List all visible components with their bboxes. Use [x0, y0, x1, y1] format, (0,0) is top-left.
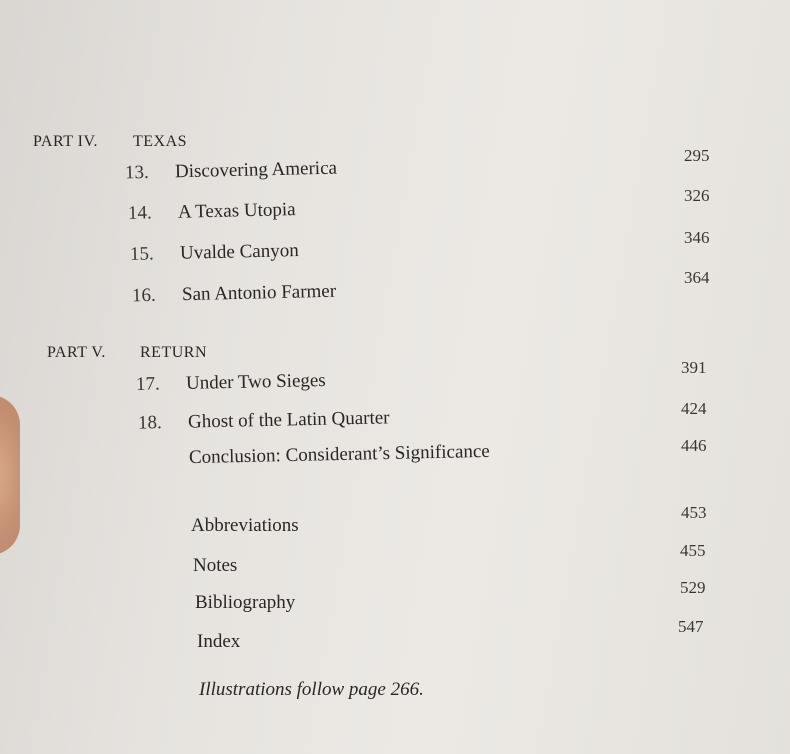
- toc-entry: [128, 199, 296, 225]
- part-number: PART IV.: [33, 133, 98, 150]
- chapter-number: 18.: [137, 412, 162, 434]
- page-number: 455: [680, 541, 706, 560]
- back-matter-entry: [195, 592, 295, 614]
- part-heading: [33, 133, 187, 151]
- page-number: 326: [684, 186, 710, 205]
- toc-entry: [132, 281, 337, 308]
- page-number: 364: [684, 268, 710, 287]
- back-matter-title: Bibliography: [195, 592, 296, 613]
- page-number: 391: [681, 358, 707, 377]
- chapter-title: San Antonio Farmer: [181, 280, 337, 306]
- toc-entry: [189, 441, 490, 469]
- page-number: 446: [681, 436, 707, 455]
- toc-entry: [130, 240, 299, 266]
- part-title: RETURN: [140, 344, 207, 361]
- chapter-title: Under Two Sieges: [185, 370, 326, 394]
- part-number: PART V.: [47, 344, 106, 361]
- page-number: 547: [678, 617, 704, 636]
- chapter-number: 17.: [135, 373, 160, 395]
- part-title: TEXAS: [133, 133, 188, 150]
- chapter-title: Ghost of the Latin Quarter: [187, 407, 390, 433]
- chapter-title: Discovering America: [174, 157, 338, 183]
- back-matter-entry: [197, 631, 240, 653]
- chapter-title: A Texas Utopia: [177, 199, 296, 223]
- back-matter-title: Index: [197, 631, 241, 652]
- back-matter-title: Abbreviations: [191, 515, 299, 536]
- part-heading: [47, 344, 207, 362]
- chapter-title: Conclusion: Considerant’s Significance: [188, 440, 490, 469]
- illustrations-note: Illustrations follow page 266.: [199, 679, 424, 700]
- chapter-number: 14.: [127, 202, 152, 224]
- back-matter-entry: [191, 515, 299, 537]
- chapter-number: 15.: [129, 243, 154, 265]
- back-matter-entry: [193, 555, 237, 577]
- page-number: 346: [684, 228, 710, 247]
- page-number: 424: [681, 399, 707, 418]
- page-number: 453: [681, 503, 707, 522]
- back-matter-title: Notes: [193, 555, 238, 576]
- toc-entry: [125, 158, 337, 185]
- page-number: 529: [680, 578, 706, 597]
- chapter-title: Uvalde Canyon: [179, 240, 299, 264]
- chapter-number: 16.: [131, 284, 156, 307]
- page-number: 295: [684, 146, 710, 165]
- chapter-number: 13.: [124, 161, 149, 184]
- toc-entry: [136, 370, 326, 396]
- toc-entry: [138, 407, 390, 434]
- thumb: [0, 395, 20, 555]
